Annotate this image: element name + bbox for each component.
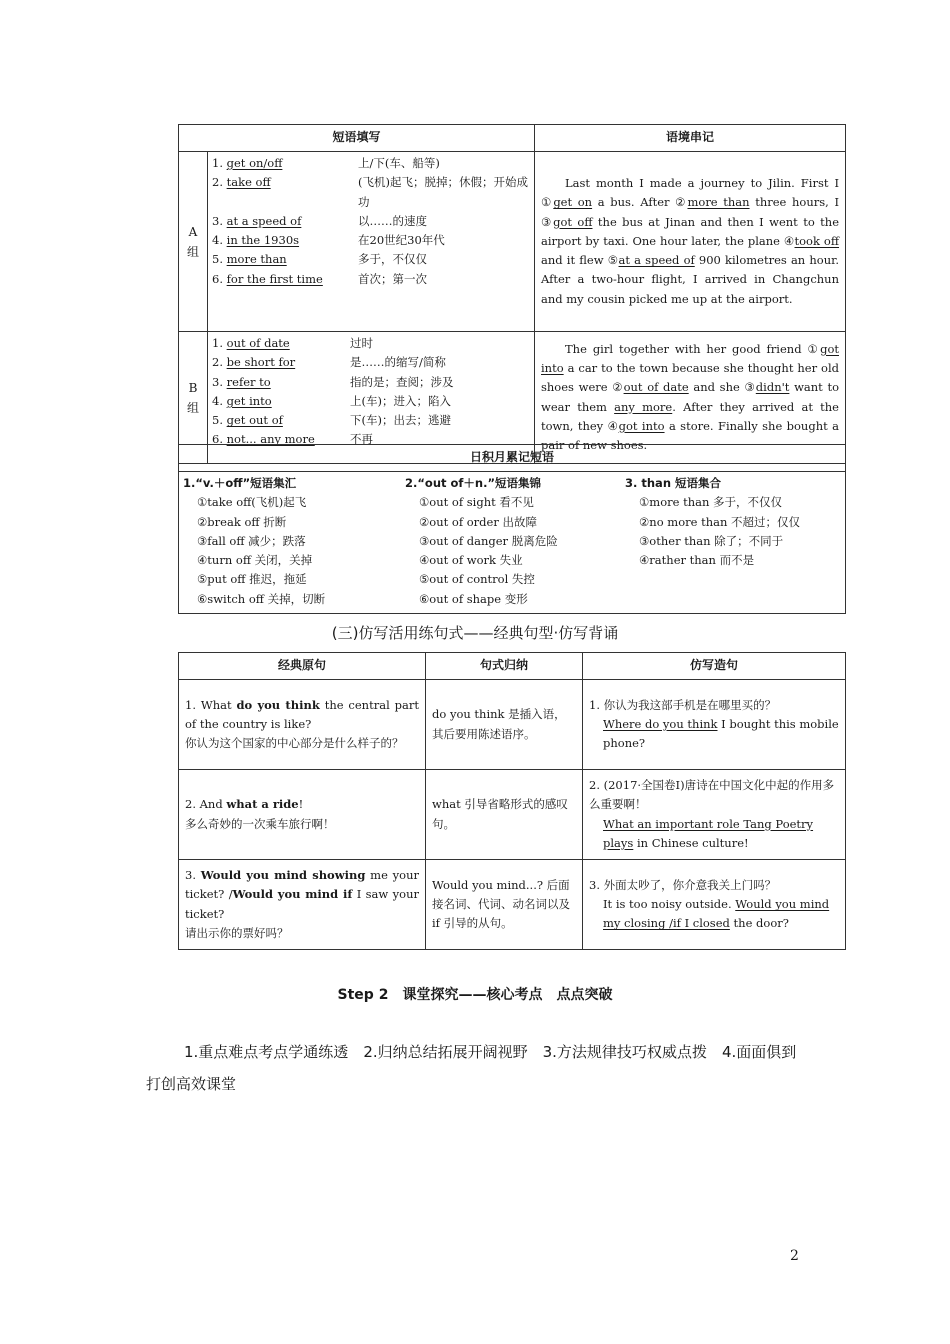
imitation-en [589,815,839,854]
context-answer: at a speed of [618,253,695,268]
phrase-table [178,124,846,464]
original-zh: 多么奇妙的一次乘车旅行啊！ [185,816,335,831]
phrase-zh: 在20世纪30年代 [358,233,445,248]
list-item: ①take off(飞机)起飞 [197,495,307,510]
phrase-zh: 首次；第一次 [358,271,427,286]
list-item: ②no more than 不超过；仅仅 [639,514,801,529]
accumulate-phrases-table [178,444,846,614]
header-pattern: 句式归纳 [426,653,583,680]
phrase-zh: 多于，不仅仅 [358,252,427,267]
sentence-text: 2. And [185,797,227,812]
list-item: ⑤put off 推迟，拖延 [197,572,307,587]
list-item: ②out of order 出故障 [419,514,537,529]
phrase-en: 4. get into [212,393,272,408]
sentence-text: the door? [729,916,789,931]
phrase-en: 3. refer to [212,374,271,389]
phrase-en: 1. get on/off [212,156,283,170]
list-item: ①out of sight 看不见 [419,495,534,510]
phrase-zh: (飞机)起飞；脱掉；休假；开始成功 [358,175,528,209]
context-text: a bus. After ② [592,195,688,210]
original-sentence [179,860,426,950]
phrase-en-text: take off [226,175,271,190]
original-en [185,866,419,924]
phrase-en-text: get on/off [226,156,283,170]
classic-sentences-table [178,652,846,950]
phrase-zh: 上(车)；进入；陷入 [350,393,451,408]
list-item: ③fall off 减少；跌落 [197,533,306,548]
group-a-phrases [208,152,535,332]
sentence-text: I saw your ticket? [185,887,419,921]
table-row [179,770,846,860]
imitation-zh: 1. 你认为我这部手机是在哪里买的？ [589,697,777,712]
phrase-zh: 指的是；查阅；涉及 [350,374,454,389]
phrase-row [212,212,530,231]
group-a-context [535,152,846,332]
key-pattern: Would you mind showing [200,868,366,883]
header-original: 经典原句 [179,653,426,680]
phrase-zh: 下(车)；出去；逃避 [350,413,451,428]
header-context: 语境串记 [535,125,846,152]
phrase-en-text: get into [226,393,272,408]
original-en [185,795,419,814]
original-sentence [179,680,426,770]
phrase-en: 2. be short for [212,355,296,370]
phrase-en: 6. not... any more [212,432,315,447]
phrase-zh: 是……的缩写/简称 [350,355,446,370]
phrase-row [212,411,530,430]
list-item: ④out of work 失业 [419,553,523,568]
context-text: . After they arrived at the town, they ④ [541,399,839,433]
section-3-title: (三)仿写活用练句式——经典句型·仿写背诵 [331,624,619,642]
phrase-en: 6. for the first time [212,271,323,286]
context-text: three hours, I ③ [541,195,839,229]
key-pattern: Would you mind if [232,887,353,902]
sentence-text: the central part of the country is like? [185,697,419,731]
accumulate-header: 日积月累记短语 [179,445,846,472]
phrase-row [212,270,530,289]
context-paragraph [541,174,839,309]
context-text: 900 kilometres an hour. After a two-hour flight, I arrived in Changchun and my cousin picked me up at the airport. [541,253,839,306]
original-zh: 请出示你的票好吗？ [185,926,289,941]
phrase-en-text: more than [226,252,287,267]
phrase-en-text: for the first time [226,271,323,286]
list-item: ①more than 多于，不仅仅 [639,495,783,510]
phrase-zh: 过时 [350,336,373,350]
context-text: a store. Finally she bought a pair of new shoes. [541,418,839,453]
imitation-en [589,715,839,754]
list-item: ③other than 除了；不同于 [639,533,784,548]
phrase-en-text: refer to [226,374,271,389]
list-item: ⑥switch off 关掉，切断 [197,591,326,606]
list-item: ⑤out of control 失控 [419,572,535,587]
context-answer: more than [687,195,750,210]
phrase-zh: 不再 [350,432,373,447]
header-imitation: 仿写造句 [583,653,846,680]
context-answer: got off [553,214,593,229]
header-phrase-fill: 短语填写 [179,125,535,152]
sentence-text: I bought this mobile phone? [603,716,839,751]
phrase-en: 4. in the 1930s [212,233,300,248]
phrase-en: 5. get out of [212,413,283,428]
original-en [185,696,419,735]
context-text: and it flew ⑤ [541,253,619,268]
column-out-of-n [401,472,621,614]
pattern-summary: do you think 是插入语，其后要用陈述语序。 [426,680,583,770]
sentence-text: 3. [185,868,201,883]
context-answer: out of date [623,380,689,395]
phrase-en-text: at a speed of [226,213,302,228]
column-title: 3. than 短语集合 [625,476,722,490]
phrase-zh: 上/下(车、船等) [358,156,440,170]
phrase-row [212,250,530,269]
list-item: ②break off 折断 [197,514,287,529]
context-text: the bus at Jinan and then I went to the airport by taxi. One hour later, the plane ④ [541,214,840,248]
sentence-text: ! [298,797,304,812]
phrase-en-text: be short for [226,355,296,370]
context-answer: didn't [755,380,790,395]
phrase-en-text: not... any more [226,432,315,447]
original-sentence [179,770,426,860]
pattern-summary: what 引导省略形式的感叹句。 [426,770,583,860]
column-title: 2.“out of＋n.”短语集锦 [405,476,542,490]
context-paragraph [541,340,839,456]
phrase-en: 3. at a speed of [212,213,302,228]
imitation-en [589,895,839,934]
context-text: and she ③ [688,380,756,395]
intro-paragraph: 1.重点难点考点学通练透 2.归纳总结拓展开阔视野 3.方法规律技巧权威点拨 4.面面俱到打创高效课堂 [146,1043,797,1093]
column-v-off [179,472,402,614]
phrase-row [212,231,530,250]
phrase-row [212,392,530,411]
list-item: ⑥out of shape 变形 [419,591,528,606]
context-text: a car to the town because she thought her old shoes were ② [541,360,839,395]
list-item: ③out of danger 脱离危险 [419,533,558,548]
list-item: ④turn off 关闭，关掉 [197,553,313,568]
context-text: Last month I made a journey to Jilin. First I ① [541,175,839,210]
answer-text: What an important role Tang Poetry plays [603,816,814,850]
phrase-zh: 以……的速度 [358,213,427,228]
context-answer: got into [618,418,665,433]
sentence-text: in Chinese culture! [633,835,749,850]
page-number: 2 [790,1248,799,1264]
answer-text: Where do you think [603,716,718,731]
answer-text: Would you mind my closing /if I closed [603,897,830,931]
group-a-label: A 组 [179,152,208,332]
context-answer: any more [614,399,673,414]
imitation-sentence [583,860,846,950]
context-text: want to wear them [541,380,840,414]
phrase-row [212,154,530,173]
phrase-en-text: in the 1930s [226,233,300,248]
group-b-label: B 组 [179,332,208,464]
sentence-text: me your ticket? / [185,868,419,902]
pattern-summary: Would you mind...? 后面接名词、代词、动名词以及 if 引导的从句。 [426,860,583,950]
sentence-text: 1. What [185,697,237,712]
list-item: ④rather than 而不是 [639,553,755,568]
context-answer: got into [541,341,839,375]
phrase-row [212,173,530,212]
phrase-row [212,353,530,372]
key-pattern: what a ride [226,797,299,812]
phrase-row [212,373,530,392]
phrase-en: 2. take off [212,175,271,190]
sentence-text: It is too noisy outside. [603,897,736,912]
column-title: 1.“v.＋off”短语集汇 [183,476,297,490]
imitation-sentence [583,770,846,860]
table-row [179,860,846,950]
phrase-row [212,334,530,353]
table-row [179,680,846,770]
context-answer: took off [794,233,840,248]
imitation-sentence [583,680,846,770]
phrase-en-text: out of date [226,336,290,350]
context-text: The girl together with her good friend ① [565,341,821,356]
context-answer: get on [553,195,593,210]
phrase-en-text: get out of [226,413,283,428]
column-than [621,472,846,614]
imitation-zh: 3. 外面太吵了，你介意我关上门吗？ [589,877,777,892]
phrase-en: 5. more than [212,252,287,267]
phrase-en: 1. out of date [212,336,290,350]
original-zh: 你认为这个国家的中心部分是什么样子的？ [185,736,404,751]
imitation-zh: 2. (2017·全国卷Ⅰ)唐诗在中国文化中起的作用多么重要啊！ [589,778,835,812]
step-title: Step 2 课堂探究——核心考点 点点突破 [337,987,613,1003]
key-pattern: do you think [236,697,320,712]
